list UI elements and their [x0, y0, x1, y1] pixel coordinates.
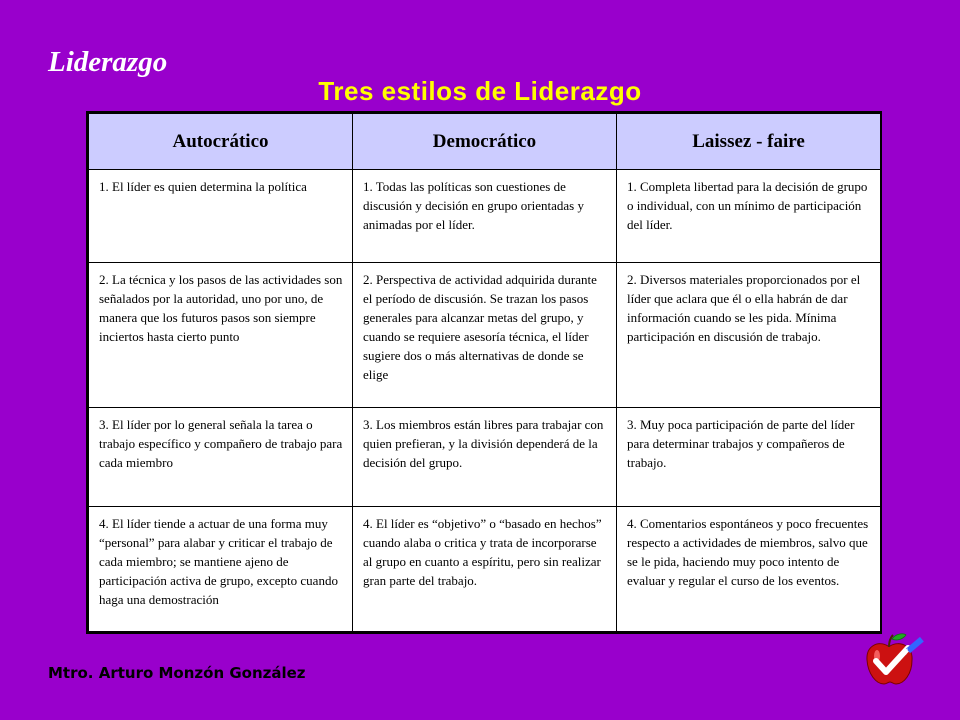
table-cell [617, 263, 881, 408]
table-cell [89, 170, 353, 263]
table-row [89, 408, 881, 507]
table-cell [353, 170, 617, 263]
table-cell [353, 408, 617, 507]
cell-text: 4. Comentarios espontáneos y poco frecuentes respecto a actividades de miembros, salvo que se le pida, haciendo muy poco intento de evaluar y regular el curso de los eventos. [627, 516, 869, 588]
table-header-row [89, 114, 881, 170]
table-cell [89, 263, 353, 408]
table-cell [89, 408, 353, 507]
cell-text: 1. El líder es quien determina la política [99, 179, 307, 194]
cell-text: 2. Diversos materiales proporcionados por el líder que aclara que él o ella habrán de dar información cuando se les pida. Mínima participación en discusión de trabajo. [627, 272, 861, 344]
cell-text: 1. Todas las políticas son cuestiones de discusión y decisión en grupo orientadas y animadas por el líder. [363, 179, 584, 232]
page-title: Tres estilos de Liderazgo [318, 76, 642, 106]
table-cell [353, 263, 617, 408]
column-header-autocratico: Autocrático [89, 114, 353, 170]
table-cell [89, 507, 353, 632]
apple-checkmark-icon [862, 632, 928, 688]
cell-text: 2. Perspectiva de actividad adquirida durante el período de discusión. Se trazan los pasos generales para alcanzar metas del grupo, y cuando se requiere asesoría técnica, el líder sugiere dos o más alternativas de donde se elige [363, 272, 597, 382]
column-header-democratico: Democrático [353, 114, 617, 170]
cell-text: 4. El líder es “objetivo” o “basado en hechos” cuando alaba o critica y trata de incorporarse al grupo en cuanto a espíritu, pero sin realizar gran parte del trabajo. [363, 516, 602, 588]
table-cell [617, 408, 881, 507]
table-cell [353, 507, 617, 632]
cell-text: 3. Muy poca participación de parte del líder para determinar trabajos y compañeros de trabajo. [627, 417, 855, 470]
cell-text: 2. La técnica y los pasos de las actividades son señalados por la autoridad, uno por uno, de manera que los futuros pasos son siempre inciertos hasta cierto punto [99, 272, 343, 344]
author-credit: Mtro. Arturo Monzón González [48, 664, 306, 682]
column-header-laissez-faire: Laissez - faire [617, 114, 881, 170]
table-row [89, 170, 881, 263]
table-row [89, 263, 881, 408]
table-cell [617, 170, 881, 263]
cell-text: 1. Completa libertad para la decisión de grupo o individual, con un mínimo de participación del líder. [627, 179, 868, 232]
cell-text: 3. El líder por lo general señala la tarea o trabajo específico y compañero de trabajo para cada miembro [99, 417, 343, 470]
table-cell [617, 507, 881, 632]
cell-text: 3. Los miembros están libres para trabajar con quien prefieran, y la división dependerá de la decisión del grupo. [363, 417, 604, 470]
table-row [89, 507, 881, 632]
section-label: Liderazgo [48, 46, 168, 78]
leadership-styles-table [86, 111, 882, 634]
cell-text: 4. El líder tiende a actuar de una forma muy “personal” para alabar y criticar el trabajo de cada miembro; se mantiene ajeno de participación activa de grupo, excepto cuando haga una demostración [99, 516, 338, 607]
